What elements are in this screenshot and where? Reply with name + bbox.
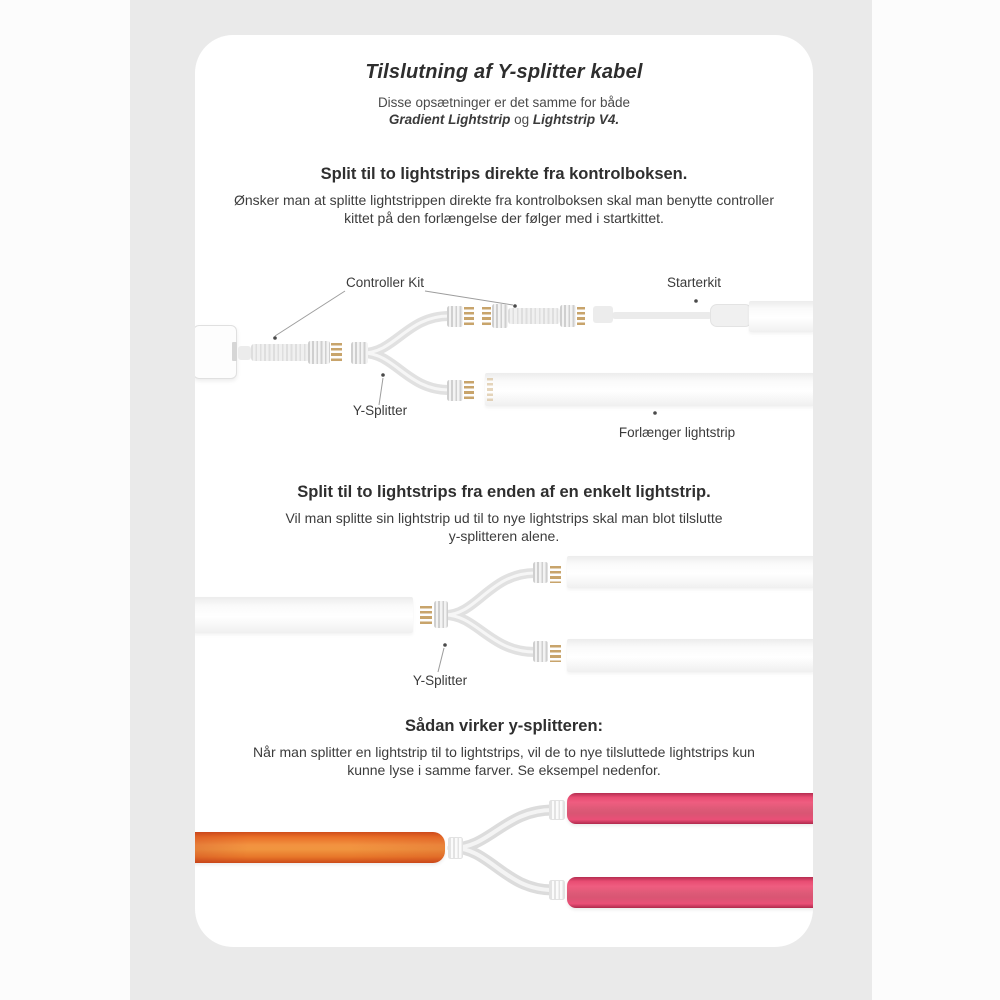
pointer-dot — [381, 373, 385, 377]
y-splitter-bottom-arm — [363, 353, 449, 390]
section-heading-direct-split: Split til to lightstrips direkte fra kontrolboksen. — [320, 165, 688, 183]
section-body-how-it-works-line2: kunne lyse i samme farver. Se eksempel nedenfor. — [347, 762, 661, 778]
y-splitter-top-connector — [447, 306, 463, 327]
lightstrip-contact-pads — [487, 378, 493, 401]
section-heading-end-split: Split til to lightstrips fra enden af en enkelt lightstrip. — [297, 483, 711, 501]
label-extension-lightstrip: Forlænger lightstrip — [618, 425, 736, 440]
y-splitter-bottom-arm — [453, 848, 553, 890]
y-splitter-top-arm — [363, 316, 449, 353]
connector-gold-pins — [577, 307, 585, 325]
page-title: Tilslutning af Y-splitter kabel — [365, 61, 643, 83]
y-splitter-input-connector — [351, 342, 368, 364]
controller-kit-cable-1 — [251, 344, 310, 361]
section-body-direct-split-line2: kittet på den forlængelse der følger med i startkittet. — [344, 210, 664, 226]
controller-kit-connector — [492, 304, 508, 328]
section-body-how-it-works-line1: Når man splitter en lightstrip til to lightstrips, vil de to nye tilsluttede lightstrips kun — [253, 744, 755, 760]
y-splitter-bottom-connector — [533, 641, 548, 662]
connector-block — [308, 341, 330, 364]
controller-kit-cable-2 — [508, 308, 560, 324]
y-splitter-bottom-connector — [447, 380, 463, 401]
y-splitter-top-arm — [445, 573, 535, 615]
control-box — [195, 325, 237, 379]
lightstrip-orange-source — [195, 832, 445, 863]
connector-gold-pins — [550, 566, 561, 583]
connector-gold-pins — [420, 606, 432, 624]
lightstrip-new-bottom — [567, 639, 813, 672]
pointer-dot — [443, 643, 447, 647]
connector-gold-pins — [550, 645, 561, 662]
lightstrip-starterkit — [749, 301, 813, 332]
label-y-splitter-diagram2: Y-Splitter — [412, 673, 468, 688]
starterkit-cable — [612, 312, 712, 319]
pointer-dot — [273, 336, 277, 340]
label-controller-kit: Controller Kit — [345, 275, 425, 290]
pointer-dot-starterkit — [694, 299, 698, 303]
section-heading-how-it-works: Sådan virker y-splitteren: — [404, 717, 604, 735]
instruction-card — [195, 35, 813, 947]
y-splitter-bottom-arm — [445, 615, 535, 652]
pointer-line-controller-kit-2 — [425, 291, 513, 305]
lightstrip-extension — [485, 373, 813, 406]
control-box-plug — [238, 346, 251, 360]
pointer-line-y-splitter — [379, 378, 383, 405]
connector-gold-pins — [464, 381, 474, 400]
connector-gold-pins — [482, 307, 491, 326]
page-subtitle-line1: Disse opsætninger er det samme for både — [377, 95, 631, 110]
section-body-end-split-line1: Vil man splitte sin lightstrip ud til to nye lightstrips skal man blot tilslutte — [285, 510, 723, 526]
section-body-end-split-line2: y-splitteren alene. — [448, 528, 560, 544]
label-y-splitter-diagram1: Y-Splitter — [352, 403, 408, 418]
lightstrip-new-top — [567, 556, 813, 588]
y-splitter-top-arm — [453, 810, 553, 848]
connector-gold-pins — [331, 343, 342, 362]
pointer-dot-extension — [653, 411, 657, 415]
lightstrip-pink-top — [567, 793, 813, 824]
connector-gold-pins — [464, 307, 474, 326]
lightstrip-pink-bottom — [567, 877, 813, 908]
subtitle-connector-word: og — [514, 112, 530, 127]
y-splitter-bottom-connector — [549, 880, 565, 900]
control-box-socket — [232, 342, 237, 361]
y-splitter-input-connector — [434, 601, 448, 628]
starterkit-plug — [593, 306, 613, 323]
starterkit-connector-plug — [710, 304, 752, 327]
product-name-lightstrip-v4: Lightstrip V4. — [532, 112, 620, 127]
lightstrip-single-source — [195, 597, 413, 633]
label-starterkit: Starterkit — [666, 275, 721, 290]
section-body-direct-split-line1: Ønsker man at splitte lightstrippen direkte fra kontrolboksen skal man benytte controller — [233, 192, 775, 208]
controller-kit-connector — [560, 305, 576, 327]
page-subtitle-line2 — [195, 112, 813, 127]
y-splitter-input-connector — [448, 837, 463, 859]
pointer-line-y-splitter — [438, 648, 444, 672]
product-name-gradient-lightstrip: Gradient Lightstrip — [388, 112, 511, 127]
y-splitter-top-connector — [533, 562, 548, 583]
y-splitter-top-connector — [549, 800, 565, 820]
pointer-line-controller-kit-1 — [275, 291, 345, 336]
